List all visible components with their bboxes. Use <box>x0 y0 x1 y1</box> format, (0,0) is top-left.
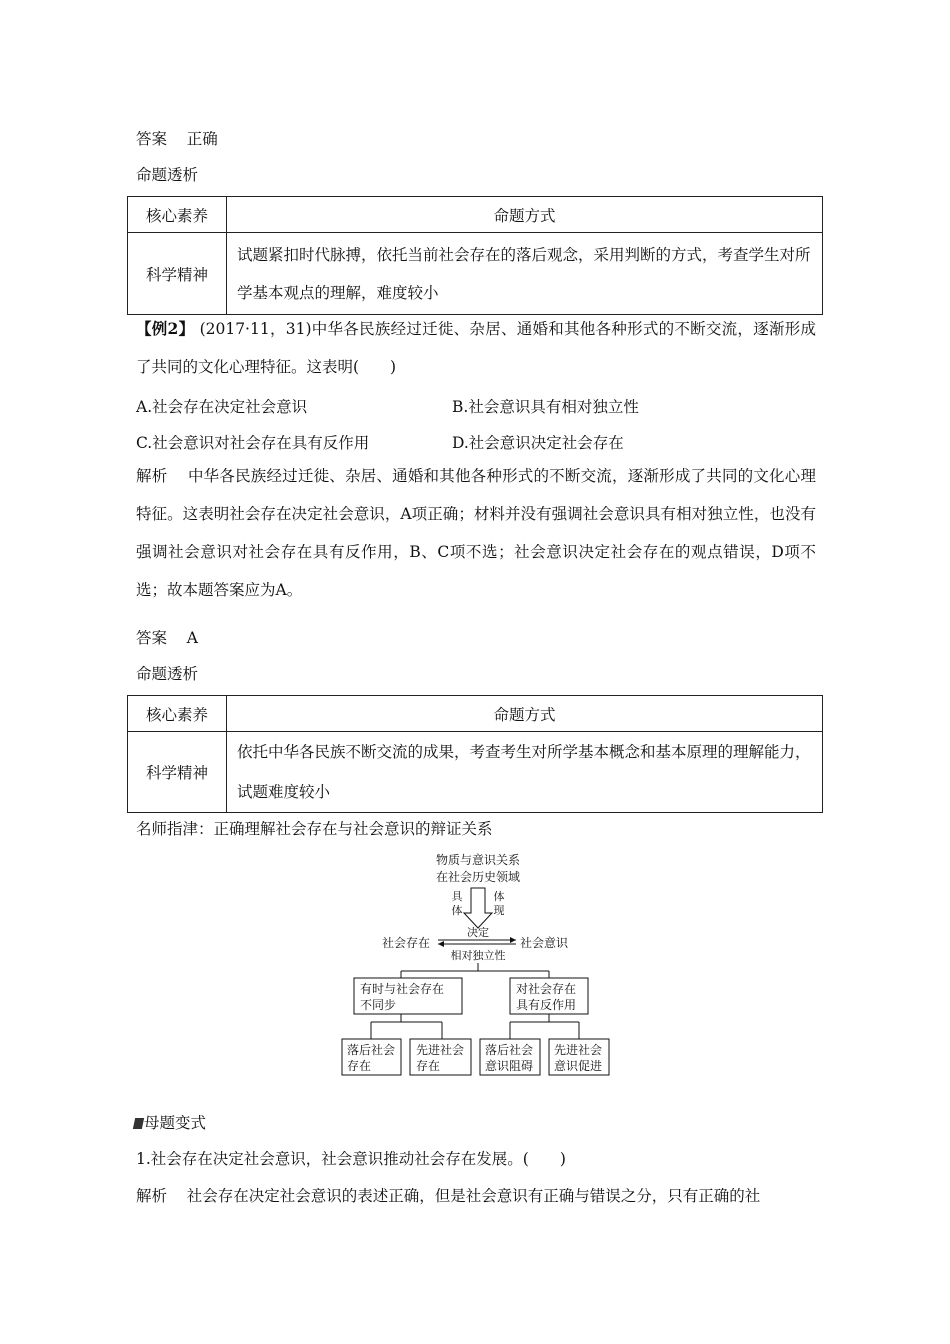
table-header-row <box>128 197 823 233</box>
arrow-head-left <box>438 941 444 947</box>
header-core-literacy: 核心素养 <box>128 197 227 233</box>
leaf2-line2: 存在 <box>416 1059 441 1073</box>
box-left-line1: 有时与社会存在 <box>360 982 445 996</box>
answer-line-2 <box>136 626 198 648</box>
arrow-head-right <box>510 937 516 943</box>
diagram-top-line1: 物质与意识关系 <box>435 853 521 867</box>
leaf1-line2: 存在 <box>347 1059 372 1073</box>
variant-analysis <box>136 1184 760 1206</box>
leaf4-line1: 先进社会 <box>554 1043 603 1057</box>
relation-upper: 决定 <box>467 926 489 939</box>
answer-line-1 <box>136 127 218 149</box>
node-social-consciousness: 社会意识 <box>520 936 569 950</box>
arrow-left-char2: 体 <box>451 904 463 917</box>
variant-title: 母题变式 <box>144 1114 207 1132</box>
variant-marker-icon <box>133 1118 144 1129</box>
box-right-line2: 具有反作用 <box>516 998 577 1012</box>
relation-diagram <box>330 848 630 1080</box>
option-d: D.社会意识决定社会存在 <box>452 434 624 452</box>
arrow-right-char1: 体 <box>493 890 505 903</box>
table-header-row <box>128 696 823 732</box>
proposition-table-2 <box>127 695 823 813</box>
option-c: C.社会意识对社会存在具有反作用 <box>136 434 370 452</box>
example2-stem <box>136 310 816 386</box>
table-row <box>128 233 823 315</box>
node-social-existence: 社会存在 <box>382 936 431 950</box>
example-stem-text: (2017·11，31)中华各民族经过迁徙、杂居、通婚和其他各种形式的不断交流，逐渐形成了共同的文化心理特征。这表明( ) <box>136 320 816 376</box>
header-method: 命题方式 <box>227 197 823 233</box>
analysis-title-2: 命题透析 <box>136 665 199 683</box>
variant-heading <box>134 1111 206 1133</box>
option-b: B.社会意识具有相对独立性 <box>452 398 639 416</box>
option-a: A.社会存在决定社会意识 <box>136 398 308 416</box>
down-arrow <box>464 888 492 928</box>
cell-core-literacy: 科学精神 <box>128 732 227 813</box>
leaf3-line1: 落后社会 <box>485 1043 534 1057</box>
analysis-text: 中华各民族经过迁徙、杂居、通婚和其他各种形式的不断交流，逐渐形成了共同的文化心理特征。这表明社会存在决定社会意识，A项正确；材料并没有强调社会意识具有相对独立性，也没有强调社会意识对社会存在具有反作用，B、C项不选；社会意识决定社会存在的观点错误，D项不选；故本题答案应为A。 <box>136 467 816 599</box>
leaf1-line1: 落后社会 <box>347 1043 396 1057</box>
analysis-label: 解析 <box>136 467 168 485</box>
relation-lower: 相对独立性 <box>450 949 506 962</box>
header-core-literacy: 核心素养 <box>128 696 227 732</box>
leaf2-line1: 先进社会 <box>416 1043 465 1057</box>
answer-label: 答案 <box>136 629 168 647</box>
box-right-line1: 对社会存在 <box>516 982 577 996</box>
variant-question-1: 1.社会存在决定社会意识，社会意识推动社会存在发展。( ) <box>136 1150 566 1168</box>
cell-method: 依托中华各民族不断交流的成果，考查考生对所学基本概念和基本原理的理解能力，试题难度较小 <box>227 732 823 813</box>
leaf4-line2: 意识促进 <box>554 1059 603 1073</box>
arrow-right-char2: 现 <box>493 904 505 917</box>
cell-method: 试题紧扣时代脉搏，依托当前社会存在的落后观念，采用判断的方式，考查学生对所学基本观点的理解，难度较小 <box>227 233 823 315</box>
header-method: 命题方式 <box>227 696 823 732</box>
answer-value: 正确 <box>186 130 218 148</box>
example-label: 【例2】 <box>136 319 195 338</box>
arrow-left-char1: 具 <box>451 890 463 903</box>
example2-analysis <box>136 457 816 609</box>
proposition-table-1 <box>127 196 823 315</box>
analysis-title-1: 命题透析 <box>136 166 199 184</box>
cell-core-literacy: 科学精神 <box>128 233 227 315</box>
box-left-line2: 不同步 <box>360 998 397 1012</box>
teacher-tip: 名师指津：正确理解社会存在与社会意识的辩证关系 <box>136 820 493 838</box>
diagram-top-line2: 在社会历史领域 <box>435 870 521 884</box>
leaf3-line2: 意识阻碍 <box>485 1059 534 1073</box>
analysis-label: 解析 <box>136 1187 168 1205</box>
answer-label: 答案 <box>136 130 168 148</box>
table-row <box>128 732 823 813</box>
answer-value: A <box>186 629 198 647</box>
analysis-text: 社会存在决定社会意识的表述正确，但是社会意识有正确与错误之分，只有正确的社 <box>186 1187 761 1205</box>
